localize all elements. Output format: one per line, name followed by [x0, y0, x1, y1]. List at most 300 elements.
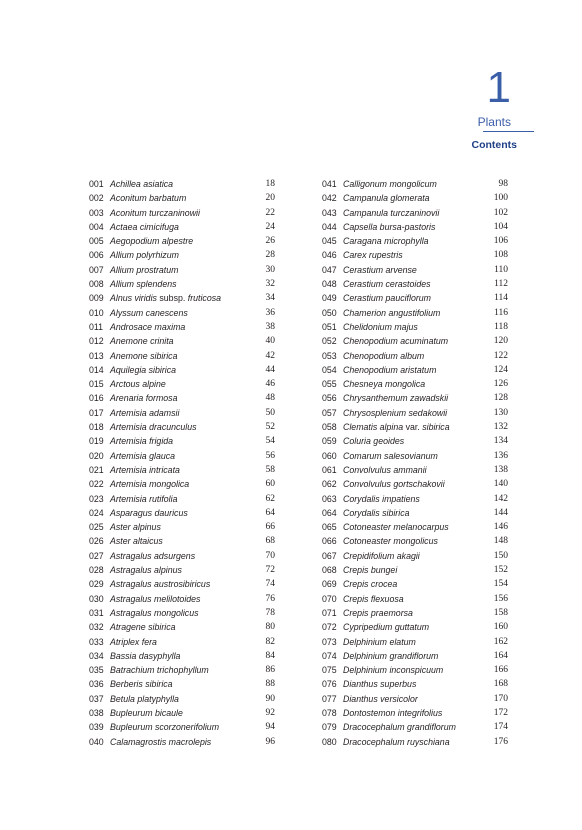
entry-species-name [343, 663, 443, 677]
toc-entry[interactable] [322, 306, 508, 320]
entry-page-number: 66 [265, 522, 275, 533]
toc-entry[interactable] [89, 549, 289, 563]
entry-species-name [110, 191, 186, 205]
toc-entry[interactable] [89, 492, 289, 506]
species-name: Artemisia intricata [110, 464, 180, 475]
entry-page-number: 24 [265, 221, 275, 232]
entry-species-name [343, 592, 404, 606]
entry-page-number: 108 [493, 250, 508, 261]
species-name: Androsace maxima [110, 321, 186, 332]
entry-species-name [110, 563, 182, 577]
entry-species-name [343, 234, 429, 248]
toc-entry[interactable] [89, 206, 289, 220]
entry-page-number: 62 [265, 493, 275, 504]
rank-abbreviation: var. [403, 422, 423, 433]
species-name: Dracocephalum grandiflorum [343, 722, 456, 733]
entry-species-name [110, 635, 157, 649]
species-name: Batrachium trichophyllum [110, 665, 209, 676]
entry-species-name [110, 692, 179, 706]
toc-entry[interactable] [322, 334, 508, 348]
toc-entry[interactable] [89, 506, 289, 520]
entry-page-number: 52 [265, 422, 275, 433]
entry-species-name [110, 206, 200, 220]
species-name: Astragalus melilotoides [110, 593, 201, 604]
entry-number: 037 [89, 693, 104, 704]
entry-species-name [343, 477, 445, 491]
toc-entry[interactable] [322, 177, 508, 191]
toc-entry[interactable] [322, 277, 508, 291]
entry-page-number: 64 [265, 507, 275, 518]
entry-number: 038 [89, 707, 104, 718]
entry-page-number: 30 [265, 264, 275, 275]
toc-entry[interactable] [89, 334, 289, 348]
entry-number: 026 [89, 536, 104, 547]
entry-number: 073 [322, 636, 337, 647]
entry-species-name [343, 606, 413, 620]
species-name: Chenopodium acuminatum [343, 336, 449, 347]
toc-entry[interactable] [89, 620, 289, 634]
entry-number: 080 [322, 736, 337, 747]
entry-number: 076 [322, 679, 337, 690]
entry-number: 043 [322, 207, 337, 218]
entry-number: 036 [89, 679, 104, 690]
species-name: Bupleurum bicaule [110, 707, 183, 718]
entry-species-name [343, 463, 427, 477]
toc-entry[interactable] [322, 663, 508, 677]
entry-page-number: 128 [493, 393, 508, 404]
species-name: Aconitum barbatum [110, 193, 187, 204]
entry-number: 053 [322, 350, 337, 361]
toc-entry[interactable] [89, 663, 289, 677]
species-name: Chamerion angustifolium [343, 307, 441, 318]
entry-page-number: 136 [493, 450, 508, 461]
toc-entry[interactable] [89, 520, 289, 534]
toc-entry[interactable] [322, 434, 508, 448]
entry-page-number: 48 [265, 393, 275, 404]
entry-number: 014 [89, 364, 104, 375]
entry-species-name [343, 506, 409, 520]
entry-number: 033 [89, 636, 104, 647]
species-name: Coluria geoides [343, 436, 405, 447]
entry-page-number: 152 [493, 565, 508, 576]
infraspecific-name: fruticosa [187, 293, 221, 304]
species-name: Crepidifolium akagii [343, 550, 420, 561]
species-name: Convolvulus ammanii [343, 464, 427, 475]
toc-entry[interactable] [89, 649, 289, 663]
species-name: Aster alpinus [110, 522, 161, 533]
entry-species-name [343, 191, 430, 205]
entry-number: 039 [89, 722, 104, 733]
toc-entry[interactable] [89, 735, 289, 749]
entry-species-name [110, 391, 177, 405]
entry-number: 022 [89, 479, 104, 490]
entry-number: 019 [89, 436, 104, 447]
toc-entry[interactable] [89, 377, 289, 391]
species-name: Artemisia glauca [110, 450, 176, 461]
toc-entry[interactable] [322, 463, 508, 477]
entry-number: 071 [322, 607, 337, 618]
species-name: Astragalus mongolicus [110, 607, 199, 618]
entry-number: 054 [322, 364, 337, 375]
entry-number: 045 [322, 236, 337, 247]
entry-species-name [343, 363, 436, 377]
entry-number: 075 [322, 665, 337, 676]
species-name: Campanula glomerata [343, 193, 430, 204]
toc-entry[interactable] [89, 577, 289, 591]
toc-entry[interactable] [322, 620, 508, 634]
toc-entry[interactable] [89, 263, 289, 277]
entry-number: 040 [89, 736, 104, 747]
entry-number: 035 [89, 665, 104, 676]
entry-page-number: 124 [493, 364, 508, 375]
entry-page-number: 68 [265, 536, 275, 547]
entry-page-number: 86 [265, 665, 275, 676]
toc-entry[interactable] [322, 391, 508, 405]
entry-page-number: 44 [265, 364, 275, 375]
entry-page-number: 56 [265, 450, 275, 461]
entry-page-number: 72 [265, 565, 275, 576]
toc-entry[interactable] [322, 720, 508, 734]
species-name: Crepis flexuosa [343, 593, 404, 604]
entry-number: 078 [322, 707, 337, 718]
entry-species-name [343, 248, 403, 262]
toc-entry[interactable] [322, 234, 508, 248]
species-name: Arctous alpine [110, 379, 166, 390]
species-name: Dracocephalum ruyschiana [343, 736, 450, 747]
toc-entry[interactable] [322, 349, 508, 363]
species-name: Aster altaicus [110, 536, 163, 547]
toc-entry[interactable] [89, 706, 289, 720]
entry-species-name [343, 263, 417, 277]
toc-entry[interactable] [89, 291, 289, 305]
entry-species-name [110, 220, 179, 234]
entry-number: 027 [89, 550, 104, 561]
toc-entry[interactable] [322, 377, 508, 391]
species-name: Delphinium inconspicuum [343, 665, 444, 676]
toc-entry[interactable] [89, 563, 289, 577]
entry-page-number: 38 [265, 321, 275, 332]
toc-entry[interactable] [322, 677, 508, 691]
entry-number: 006 [89, 250, 104, 261]
toc-entry[interactable] [89, 420, 289, 434]
entry-number: 066 [322, 536, 337, 547]
toc-entry[interactable] [89, 363, 289, 377]
entry-page-number: 42 [265, 350, 275, 361]
species-name: Alnus viridis [110, 293, 157, 304]
species-name: Delphinium elatum [343, 636, 416, 647]
entry-number: 012 [89, 336, 104, 347]
species-name: Aconitum turczaninowii [110, 207, 200, 218]
entry-page-number: 92 [265, 707, 275, 718]
entry-number: 050 [322, 307, 337, 318]
entry-number: 056 [322, 393, 337, 404]
toc-entry[interactable] [322, 363, 508, 377]
toc-entry[interactable] [322, 606, 508, 620]
entry-page-number: 54 [265, 436, 275, 447]
toc-entry[interactable] [89, 606, 289, 620]
entry-page-number: 110 [494, 264, 508, 275]
entry-page-number: 94 [265, 722, 275, 733]
toc-entry[interactable] [89, 635, 289, 649]
species-name: Allium polyrhizum [110, 250, 179, 261]
entry-number: 024 [89, 507, 104, 518]
entry-species-name [343, 706, 442, 720]
entry-page-number: 100 [493, 193, 508, 204]
species-name: Allium prostratum [110, 264, 179, 275]
entry-number: 023 [89, 493, 104, 504]
entry-species-name [110, 577, 210, 591]
species-name: Campanula turczaninovii [343, 207, 440, 218]
species-name: Corydalis impatiens [343, 493, 420, 504]
species-name: Cypripedium guttatum [343, 622, 430, 633]
toc-entry[interactable] [89, 449, 289, 463]
entry-page-number: 80 [265, 622, 275, 633]
species-name: Caragana microphylla [343, 236, 429, 247]
entry-page-number: 146 [493, 522, 508, 533]
chapter-number: 1 [486, 63, 511, 112]
chapter-divider [483, 131, 534, 132]
species-name: Dianthus superbus [343, 679, 417, 690]
rank-abbreviation: subsp. [156, 293, 188, 304]
toc-entry[interactable] [322, 649, 508, 663]
entry-page-number: 98 [498, 179, 508, 189]
entry-number: 049 [322, 293, 337, 304]
species-name: Crepis praemorsa [343, 607, 413, 618]
toc-entry[interactable] [322, 577, 508, 591]
toc-entry[interactable] [89, 477, 289, 491]
species-name: Artemisia frigida [110, 436, 174, 447]
entry-number: 030 [89, 593, 104, 604]
entry-number: 074 [322, 650, 337, 661]
entry-number: 063 [322, 493, 337, 504]
entry-number: 013 [89, 350, 104, 361]
entry-page-number: 106 [493, 236, 508, 247]
toc-entry[interactable] [322, 420, 508, 434]
entry-species-name [110, 248, 179, 262]
entry-page-number: 58 [265, 464, 275, 475]
species-name: Bupleurum scorzonerifolium [110, 722, 220, 733]
species-name: Allium splendens [110, 279, 177, 290]
species-name: Dontostemon integrifolius [343, 707, 443, 718]
contents-column-right [322, 177, 508, 749]
toc-entry[interactable] [322, 206, 508, 220]
entry-page-number: 174 [493, 722, 508, 733]
toc-entry[interactable] [89, 320, 289, 334]
toc-entry[interactable] [322, 220, 508, 234]
toc-entry[interactable] [89, 349, 289, 363]
entry-number: 018 [89, 422, 104, 433]
species-name: Convolvulus gortschakovii [343, 479, 445, 490]
toc-entry[interactable] [89, 406, 289, 420]
entry-species-name [110, 320, 185, 334]
species-name: Comarum salesovianum [343, 450, 438, 461]
entry-species-name [343, 406, 447, 420]
species-name: Alyssum canescens [110, 307, 188, 318]
species-name: Cotoneaster mongolicus [343, 536, 438, 547]
entry-number: 057 [322, 407, 337, 418]
toc-entry[interactable] [322, 449, 508, 463]
toc-entry[interactable] [322, 506, 508, 520]
toc-entry[interactable] [322, 520, 508, 534]
entry-species-name [343, 420, 450, 434]
entry-species-name [343, 391, 448, 405]
entry-page-number: 78 [265, 607, 275, 618]
entry-species-name [110, 434, 173, 448]
species-name: Anemone crinita [110, 336, 174, 347]
toc-entry[interactable] [322, 592, 508, 606]
toc-entry[interactable] [322, 248, 508, 262]
toc-entry[interactable] [322, 477, 508, 491]
entry-species-name [343, 677, 416, 691]
entry-species-name [343, 520, 449, 534]
toc-entry[interactable] [322, 635, 508, 649]
species-name: Calligonum mongolicum [343, 179, 437, 189]
entry-page-number: 90 [265, 693, 275, 704]
entry-number: 061 [322, 464, 337, 475]
entry-species-name [110, 277, 177, 291]
entry-species-name [110, 291, 221, 305]
toc-entry[interactable] [322, 320, 508, 334]
entry-page-number: 134 [493, 436, 508, 447]
entry-species-name [343, 577, 397, 591]
toc-entry[interactable] [89, 434, 289, 448]
entry-species-name [110, 649, 180, 663]
entry-species-name [110, 506, 188, 520]
entry-species-name [343, 177, 437, 191]
entry-number: 041 [322, 179, 337, 189]
species-name: Chelidonium majus [343, 321, 418, 332]
toc-entry[interactable] [322, 191, 508, 205]
entry-page-number: 60 [265, 479, 275, 490]
toc-entry[interactable] [89, 534, 289, 548]
entry-species-name [110, 334, 174, 348]
entry-species-name [343, 635, 416, 649]
toc-entry[interactable] [322, 563, 508, 577]
entry-page-number: 84 [265, 650, 275, 661]
toc-entry[interactable] [89, 277, 289, 291]
toc-entry[interactable] [89, 234, 289, 248]
species-name: Clematis alpina [343, 422, 404, 433]
entry-page-number: 74 [265, 579, 275, 590]
entry-number: 031 [89, 607, 104, 618]
toc-entry[interactable] [89, 592, 289, 606]
entry-page-number: 96 [265, 736, 275, 747]
entry-page-number: 150 [493, 550, 508, 561]
entry-page-number: 142 [493, 493, 508, 504]
entry-page-number: 162 [493, 636, 508, 647]
species-name: Cerastium arvense [343, 264, 417, 275]
entry-species-name [343, 620, 429, 634]
entry-page-number: 32 [265, 279, 275, 290]
entry-number: 059 [322, 436, 337, 447]
entry-species-name [110, 406, 179, 420]
toc-entry[interactable] [322, 692, 508, 706]
species-name: Bassia dasyphylla [110, 650, 181, 661]
toc-entry[interactable] [322, 534, 508, 548]
entry-page-number: 140 [493, 479, 508, 490]
entry-number: 001 [89, 179, 104, 189]
entry-page-number: 144 [493, 507, 508, 518]
entry-number: 079 [322, 722, 337, 733]
toc-entry[interactable] [89, 692, 289, 706]
toc-entry[interactable] [322, 492, 508, 506]
entry-species-name [110, 520, 161, 534]
species-name: Arenaria formosa [110, 393, 178, 404]
entry-species-name [110, 234, 193, 248]
entry-page-number: 82 [265, 636, 275, 647]
entry-page-number: 46 [265, 379, 275, 390]
species-name: Chenopodium aristatum [343, 364, 437, 375]
entry-number: 007 [89, 264, 104, 275]
species-name: Betula platyphylla [110, 693, 179, 704]
entry-page-number: 176 [493, 736, 508, 747]
species-name: Astragalus alpinus [110, 565, 182, 576]
entry-number: 002 [89, 193, 104, 204]
entry-species-name [110, 706, 183, 720]
entry-page-number: 116 [494, 307, 508, 318]
entry-species-name [110, 263, 178, 277]
toc-entry[interactable] [89, 391, 289, 405]
toc-entry[interactable] [89, 306, 289, 320]
entry-species-name [343, 220, 435, 234]
entry-number: 072 [322, 622, 337, 633]
entry-page-number: 164 [493, 650, 508, 661]
contents-heading: Contents [471, 139, 517, 151]
entry-number: 017 [89, 407, 104, 418]
toc-entry[interactable] [89, 220, 289, 234]
species-name: Atriplex fera [110, 636, 157, 647]
toc-entry[interactable] [322, 549, 508, 563]
entry-species-name [110, 492, 177, 506]
entry-number: 065 [322, 522, 337, 533]
species-name: Chrysosplenium sedakowii [343, 407, 448, 418]
species-name: Artemisia adamsii [110, 407, 180, 418]
entry-species-name [110, 720, 219, 734]
entry-species-name [110, 620, 176, 634]
entry-number: 003 [89, 207, 104, 218]
toc-entry[interactable] [322, 406, 508, 420]
toc-entry[interactable] [89, 248, 289, 262]
species-name: Cotoneaster melanocarpus [343, 522, 449, 533]
entry-page-number: 22 [265, 207, 275, 218]
entry-number: 047 [322, 264, 337, 275]
species-name: Chrysanthemum zawadskii [343, 393, 449, 404]
entry-page-number: 156 [493, 593, 508, 604]
toc-entry[interactable] [322, 291, 508, 305]
toc-entry[interactable] [89, 720, 289, 734]
toc-entry[interactable] [322, 263, 508, 277]
toc-entry[interactable] [322, 706, 508, 720]
entry-page-number: 118 [494, 321, 508, 332]
species-name: Capsella bursa-pastoris [343, 221, 436, 232]
toc-entry[interactable] [89, 463, 289, 477]
entry-number: 009 [89, 293, 104, 304]
chapter-title: Plants [477, 115, 511, 129]
entry-species-name [110, 463, 180, 477]
toc-entry[interactable] [89, 677, 289, 691]
species-name: Actaea cimicifuga [110, 221, 179, 232]
entry-number: 008 [89, 279, 104, 290]
entry-species-name [110, 592, 200, 606]
entry-species-name [110, 534, 163, 548]
toc-entry[interactable] [322, 735, 508, 749]
entry-page-number: 70 [265, 550, 275, 561]
entry-page-number: 40 [265, 336, 275, 347]
toc-entry[interactable] [89, 191, 289, 205]
entry-number: 070 [322, 593, 337, 604]
toc-entry[interactable] [89, 177, 289, 191]
entry-page-number: 36 [265, 307, 275, 318]
